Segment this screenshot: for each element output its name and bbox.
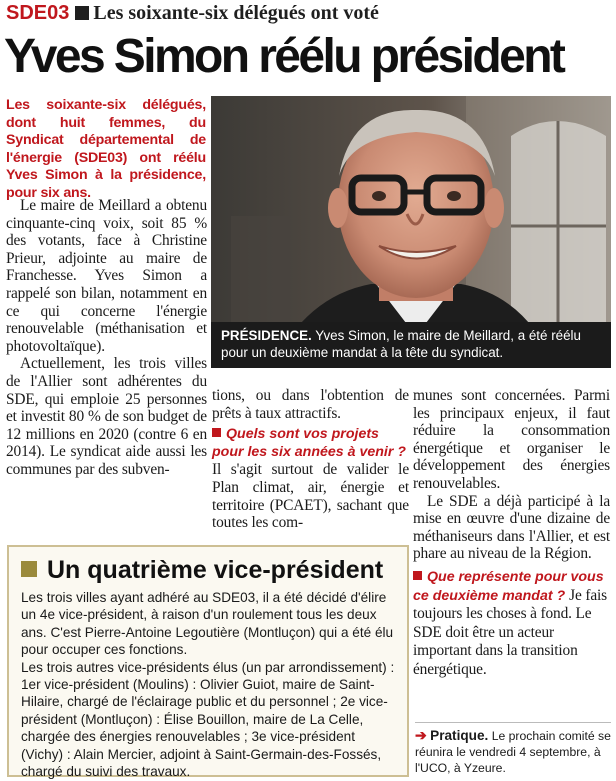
caption-text: Yves Simon, le maire de Meillard, a été réélu pour un deuxième mandat à la tête du syndicat.: [221, 328, 581, 360]
caption-label: PRÉSIDENCE.: [221, 328, 312, 343]
article-column-1: [6, 197, 207, 479]
paragraph: munes sont concernées. Parmi les principaux enjeux, il faut réduire la consommation énergétique et organiser le développement des énergies renouvelables.: [413, 387, 610, 492]
article-column-2: [212, 387, 409, 532]
answer: Je fais toujours les choses à fond. Le SDE doit être un acteur important dans la transition énergétique.: [413, 586, 607, 678]
sidebar-box: [7, 545, 409, 780]
paragraph: Le maire de Meillard a obtenu cinquante-cinq voix, soit 85 % des votants, face à Christine Prieur, adjointe au maire de Franchesse. Yves Simon a rappelé son bilan, notamment en ce qui concerne l'énergie renouvelable (méthanisation et photovoltaïque).: [6, 197, 207, 355]
paragraph: Le SDE a déjà participé à la mise en œuvre d'une dizaine de méthaniseurs dans l'Allier, et est phare au niveau de la Région.: [413, 492, 610, 563]
article-column-3: [413, 387, 610, 680]
question-text: Quels sont vos projets pour les six années à venir ?: [212, 426, 406, 460]
box-title-text: Un quatrième vice-président: [47, 556, 384, 584]
answer: Il s'agit surtout de valider le Plan climat, air, énergie et territoire (PCAET), sachant que toutes les com-: [212, 461, 409, 532]
divider: [415, 722, 611, 723]
interview-question: [413, 569, 610, 680]
interview-question: [212, 426, 409, 461]
kicker: [6, 2, 610, 28]
kicker-tag: SDE03: [6, 2, 70, 24]
box-paragraph: Les trois autres vice-présidents élus (un par arrondissement) : 1er vice-président (Moulins) : Olivier Guiot, maire de Saint-Hilaire, chargé de l'éclairage public et du personnel ; 2e vice-président (Montluçon) : Élise Bouillon, maire de La Celle, chargée des énergies renouvelables ; 3e vice-président (Vichy) : Alain Mercier, adjoint à Saint-Germain-des-Fossés, chargé du suivi des travaux.: [21, 659, 395, 780]
question-square-icon: [212, 428, 221, 437]
arrow-right-icon: ➔: [415, 727, 427, 743]
paragraph: tions, ou dans l'obtention de prêts à taux attractifs.: [212, 387, 409, 422]
paragraph: Actuellement, les trois villes de l'Allier sont adhérentes du SDE, qui emploie 25 personnes et investit 80 % de son budget de 12 millions en 2020 (contre 6 en 2014). Le syndicat aide aussi les communes par des subven-: [6, 355, 207, 478]
question-square-icon: [413, 571, 422, 580]
square-bullet-icon: [75, 6, 89, 20]
square-bullet-icon: [21, 561, 37, 577]
practical-info: [415, 727, 611, 776]
practical-text: Le prochain comité se réunira le vendredi 4 septembre, à l'UCO, à Yzeure.: [415, 729, 611, 775]
question-text: Que représente pour vous ce deuxième mandat ?: [413, 568, 604, 604]
headline: Yves Simon réélu président: [4, 30, 564, 83]
box-paragraph: Les trois villes ayant adhéré au SDE03, il a été décidé d'élire un 4e vice-président, à raison d'un roulement tous les deux ans. C'est Pierre-Antoine Legoutière (Montluçon) qui a été élu pour occuper ces fonctions.: [21, 590, 394, 658]
kicker-text: Les soixante-six délégués ont voté: [93, 2, 379, 24]
photo-caption: [211, 322, 611, 368]
lead-paragraph: Les soixante-six délégués, dont huit femmes, du Syndicat départemental de l'énergie (SDE03) ont réélu Yves Simon à la présidence, pour six ans.: [6, 97, 206, 201]
box-title: [21, 555, 399, 589]
practical-label: Pratique.: [430, 728, 489, 743]
